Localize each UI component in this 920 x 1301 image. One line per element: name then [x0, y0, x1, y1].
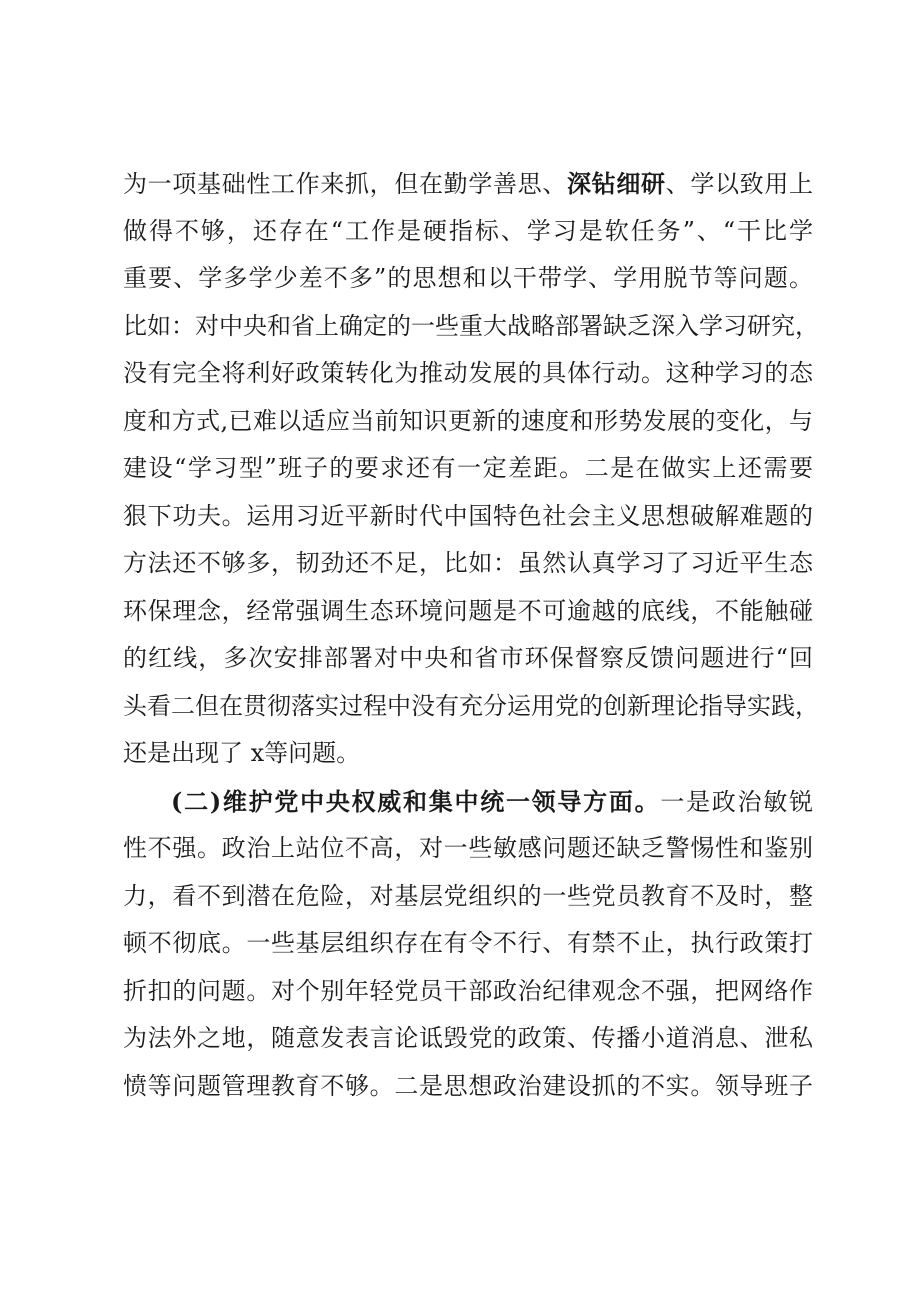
text-line [123, 350, 813, 398]
text-line [123, 160, 813, 208]
text-segment: 、学以致用上 [665, 170, 814, 198]
text-line [123, 208, 813, 256]
text-line [123, 540, 813, 588]
text-line [123, 1015, 813, 1063]
text-segment: 一是政治敏锐 [660, 787, 813, 816]
text-segment: 力，看不到潜在危险，对基层党组织的一些党员教育不及时，整 [123, 881, 813, 910]
text-segment: 重要、学多学少差不多”的思想和以干带学、学用脱节等问题。 [123, 264, 813, 292]
text-segment: 度和方式,已难以适应当前知识更新的速度和形势发展的变化，与 [123, 406, 813, 435]
text-line [123, 255, 813, 303]
body-text [123, 160, 819, 1110]
text-segment: 没有完全将利好政策转化为推动发展的具体行动。这种学习的态 [123, 359, 813, 387]
text-segment: 环保理念，经常强调生态环境问题是不可逾越的底线，不能触碰 [123, 596, 813, 625]
bold-text-segment: 深钻细研 [567, 169, 666, 198]
text-segment: 愤等问题管理教育不够。二是思想政治建设抓的不实。领导班子 [123, 1071, 813, 1100]
text-line [123, 635, 813, 683]
text-line [123, 873, 813, 921]
text-segment: 方法还不够多，韧劲还不足，比如：虽然认真学习了习近平生态 [123, 549, 813, 577]
text-segment: 还是出现了 x等问题。 [123, 739, 361, 767]
text-line [123, 303, 819, 351]
text-segment: 头看二但在贯彻落实过程中没有充分运用党的创新理论指导实践， [123, 691, 819, 720]
bold-text-segment: (二)维护党中央权威和集中统一领导方面。 [171, 786, 661, 816]
text-line [123, 588, 813, 636]
text-segment: 狠下功夫。运用习近平新时代中国特色社会主义思想破解难题的 [123, 501, 813, 530]
text-segment: 做得不够，还存在“工作是硬指标、学习是软任务”、“干比学 [123, 216, 813, 245]
text-line [123, 493, 813, 541]
text-line [123, 825, 813, 873]
text-line [123, 398, 813, 446]
text-segment: 为法外之地，随意发表言论诋毁党的政策、传播小道消息、泄私 [123, 1024, 813, 1052]
text-line [123, 920, 813, 968]
text-line [123, 1063, 813, 1111]
text-segment: 的红线，多次安排部署对中央和省市环保督察反馈问题进行“回 [123, 644, 813, 672]
text-segment: 为一项基础性工作来抓，但在勤学善思、 [123, 170, 567, 198]
text-segment: 性不强。政治上站位不高，对一些敏感问题还缺乏警惕性和鉴别 [123, 834, 813, 862]
text-line [123, 778, 813, 826]
text-segment: 顿不彻底。一些基层组织存在有令不行、有禁不止，执行政策打 [123, 929, 813, 957]
text-segment: 建设“学习型”班子的要求还有一定差距。二是在做实上还需要 [123, 454, 813, 482]
text-line [123, 730, 813, 778]
text-line [123, 968, 813, 1016]
text-line [123, 445, 813, 493]
text-line [123, 683, 819, 731]
text-segment: 比如：对中央和省上确定的一些重大战略部署缺乏深入学习研究， [123, 311, 819, 340]
text-segment: 折扣的问题。对个别年轻党员干部政治纪律观念不强，把网络作 [123, 976, 813, 1005]
